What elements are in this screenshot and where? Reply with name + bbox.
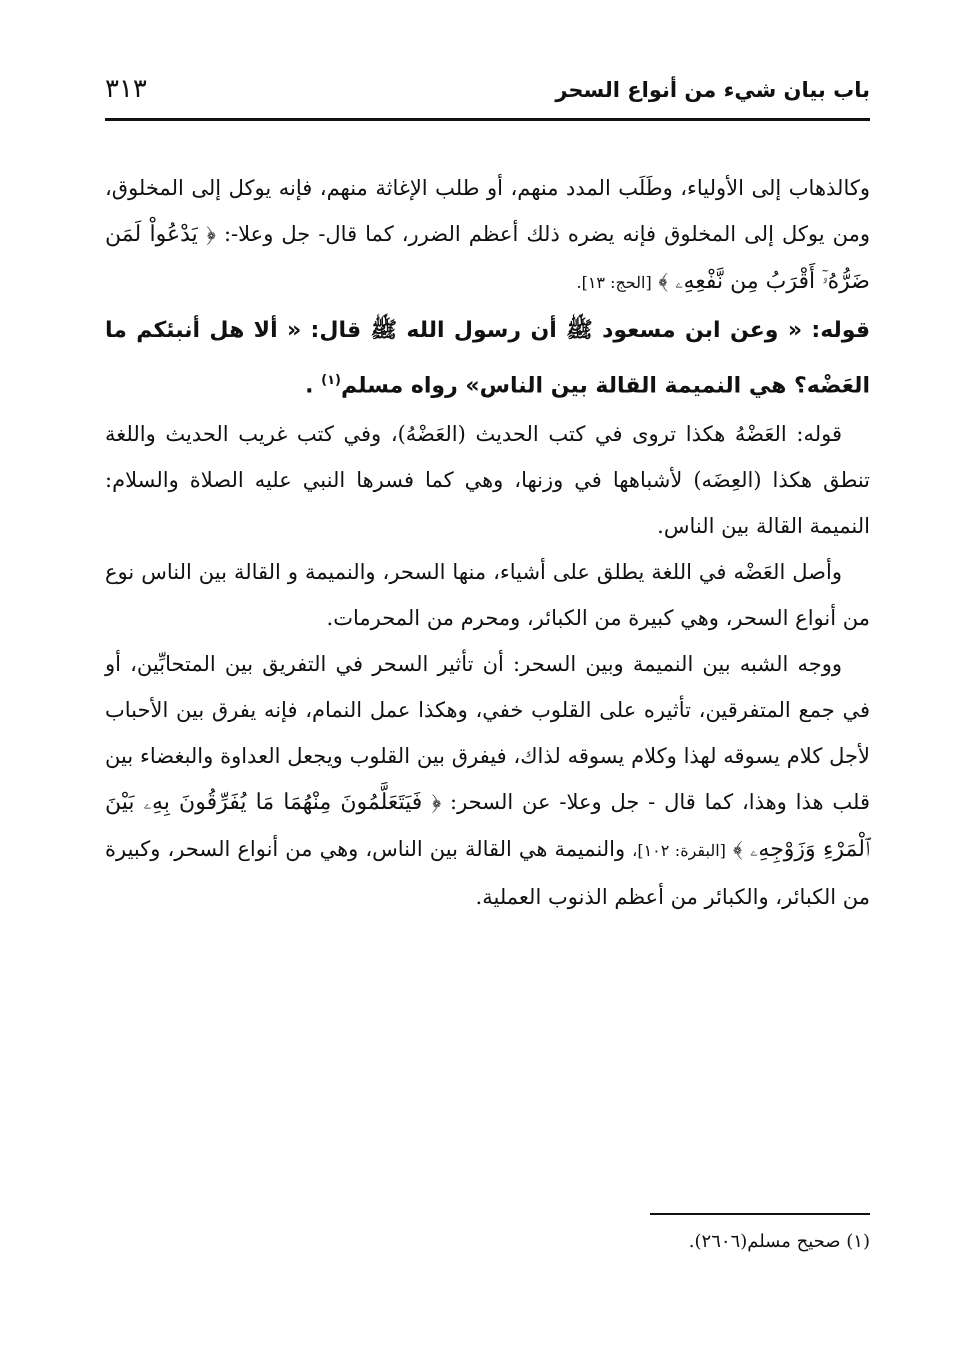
hadith-text: قوله: « وعن ابن مسعود ﷺ أن رسول الله ﷺ قال: « ألا هل أنبئكم ما العَضْه؟ هي النميمة القالة بين الناس» رواه مسلم xyxy=(105,318,870,399)
quran-verse-baqarah: ﴿ فَيَتَعَلَّمُونَ مِنْهُمَا مَا يُفَرِّقُونَ بِهِۦ بَيْنَ ٱلْمَرْءِ وَزَوْجِهِۦ ﴾ xyxy=(105,790,870,863)
paragraph-1 xyxy=(105,165,870,306)
paragraph-3: وأصل العَضْه في اللغة يطلق على أشياء، منها السحر، والنميمة و القالة بين الناس نوع من أنواع السحر، وهي كبيرة من الكبائر، ومحرم من المحرمات. xyxy=(105,560,870,631)
verse-reference-hajj: [الحج: ١٣]. xyxy=(576,273,652,292)
hadith-end: . xyxy=(305,373,314,399)
paragraph-2: قوله: العَضْهُ هكذا تروى في كتب الحديث (العَضْهُ)، وفي كتب غريب الحديث واللغة تنطق هكذا (العِضَه) لأشباهها في وزنها، وهي كما فسرها النبي عليه الصلاة والسلام: النميمة القالة بين الناس. xyxy=(105,422,870,539)
paragraph-4-end: والنميمة هي القالة بين الناس، وهي من أنواع السحر، وكبيرة من الكبائر، والكبائر من أعظم الذنوب العملية. xyxy=(105,837,870,910)
footnote-rule xyxy=(650,1213,870,1215)
hadith-quote xyxy=(105,306,870,411)
footnote-marker: (١) xyxy=(321,373,341,388)
chapter-title: باب بيان شيء من أنواع السحر xyxy=(555,78,870,102)
page-header xyxy=(105,72,870,116)
page-number: ٣١٣ xyxy=(105,74,147,104)
paragraph-4 xyxy=(105,641,870,920)
paragraph-4-text: ووجه الشبه بين النميمة وبين السحر: أن تأثير السحر في التفريق بين المتحابِّين، أو في جمع المتفرقين، تأثيره على القلوب خفي، وهكذا عمل النمام، فإنه يفرق بين الأحباب لأجل كلام يسوقه لهذا وكلام يسوقه لذاك، فيفرق بين القلوب ويجعل العداوة والبغضاء بين قلب هذا وهذا، كما قال - جل وعلا- عن السحر: xyxy=(105,652,870,815)
body-text xyxy=(105,165,870,920)
quran-verse-hajj: ﴿ يَدْعُواْ لَمَن ضَرُّهُۥٓ أَقْرَبُ مِن نَّفْعِهِۦ ﴾ xyxy=(105,222,870,294)
verse-reference-baqarah: [البقرة: ١٠٢]، xyxy=(632,841,726,861)
header-rule xyxy=(105,118,870,121)
footnote: (١) صحيح مسلم(٢٦٠٦). xyxy=(688,1231,870,1252)
paragraph-1-text: وكالذهاب إلى الأولياء، وطَلَب المدد منهم، أو طلب الإغاثة منهم، فإنه يوكل إلى المخلوق، ومن يوكل إلى المخلوق فإنه يضره ذلك أعظم الضرر، كما قال- جل وعلا-: xyxy=(105,176,870,246)
